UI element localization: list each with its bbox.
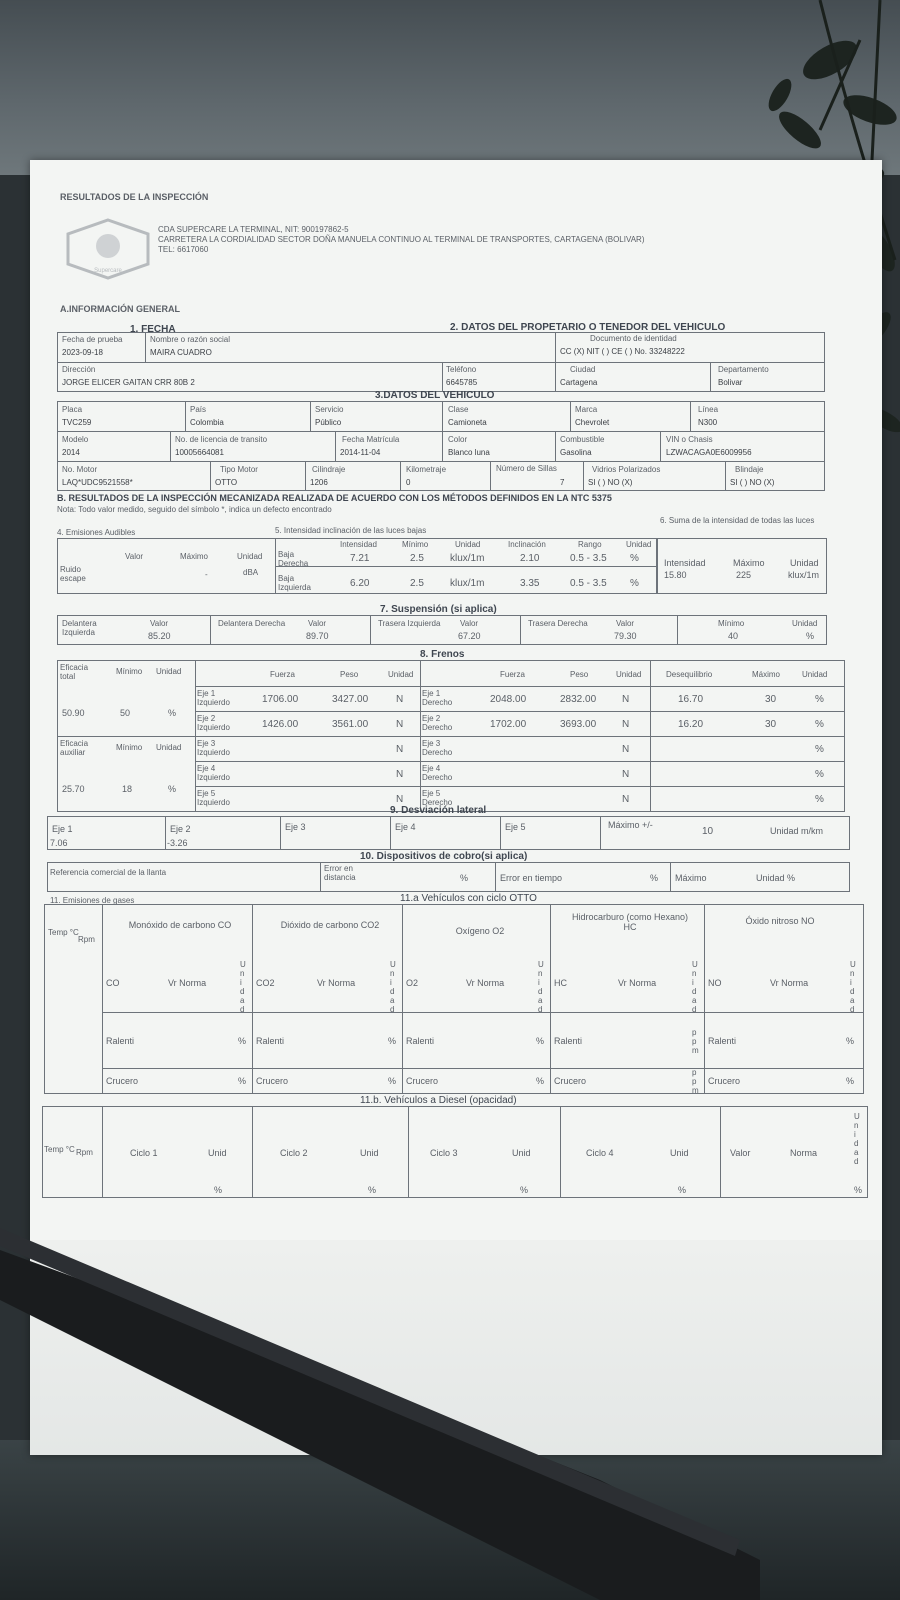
ciclo2-pct: %: [368, 1185, 377, 1195]
documento-label: Documento de identidad: [590, 334, 677, 343]
o2-ralenti-unit: %: [536, 1036, 545, 1046]
cobro-error-dist-pct: %: [460, 873, 469, 883]
luces-row2-unidad: klux/1m: [450, 578, 485, 589]
fecha-value: 2023-09-18: [62, 348, 103, 357]
eje3-izq-label: Eje 3 Izquierdo: [197, 739, 230, 757]
hc-title: Hidrocarburo (como Hexano) HC: [571, 912, 689, 932]
departamento-value: Bolivar: [718, 378, 743, 387]
frenos-unidad-izq-header: Unidad: [388, 670, 414, 679]
hc-ralenti-label: Ralenti: [554, 1036, 583, 1046]
suma-intensidad-value: 15.80: [664, 570, 687, 580]
eje2-fuerza-izq: 1426.00: [262, 719, 299, 730]
o2-unidad-vertical: Unidad: [538, 960, 544, 1014]
no-unidad-vertical: Unidad: [850, 960, 856, 1014]
frenos-maximo-header: Máximo: [752, 670, 781, 679]
ciclo4-pct: %: [678, 1185, 687, 1195]
luces-row1-unidad2: %: [630, 553, 639, 564]
susp-tras-izq-label: Trasera Izquierda: [378, 619, 441, 628]
vehiculo-table: [57, 401, 825, 491]
pais-value: Colombia: [190, 418, 224, 427]
co2-crucero-unit: %: [388, 1076, 397, 1086]
documento-value: CC (X) NIT ( ) CE ( ) No. 33248222: [560, 347, 685, 356]
frenos-fuerza-der-header: Fuerza: [500, 670, 525, 679]
co-crucero-label: Crucero: [106, 1076, 139, 1086]
luces-col-intensidad: Intensidad: [340, 540, 377, 549]
o2-vr-norma: Vr Norma: [466, 978, 505, 988]
section-b-note: Nota: Todo valor medido, seguido del símbolo *, indica un defecto encontrado: [57, 505, 332, 514]
co2-title: Dióxido de carbono CO2: [280, 920, 380, 930]
ef-total-minimo-value: 50: [120, 708, 131, 718]
hc-ralenti-unit: ppm: [692, 1028, 699, 1055]
eje2-unidad: %: [815, 719, 824, 730]
eje3-unidad: %: [815, 744, 824, 755]
frenos-fuerza-izq-header: Fuerza: [270, 670, 295, 679]
nombre-label: Nombre o razón social: [150, 335, 231, 344]
ciclo3-pct: %: [520, 1185, 529, 1195]
co-title: Monóxido de carbono CO: [128, 920, 232, 930]
ciclo1-label: Ciclo 1: [130, 1148, 158, 1158]
ciclo4-label: Ciclo 4: [586, 1148, 614, 1158]
diesel-valor-label: Valor: [730, 1148, 751, 1158]
eje2-fuerza-der: 1702.00: [490, 719, 527, 730]
co2-label: CO2: [256, 978, 275, 988]
eje5-der-label: Eje 5 Derecho: [422, 789, 453, 807]
desv-eje5-label: Eje 5: [505, 822, 526, 832]
combustible-label: Combustible: [560, 435, 605, 444]
luces-row2-label: Baja Izquierda: [278, 574, 311, 592]
color-value: Blanco luna: [448, 448, 490, 457]
luces-col-unidad2: Unidad: [626, 540, 652, 549]
no-vr-norma: Vr Norma: [770, 978, 809, 988]
motor-value: LAQ*UDC9521558*: [62, 478, 133, 487]
cda-logo-icon: [60, 218, 156, 280]
luces-col-unidad: Unidad: [455, 540, 481, 549]
ef-total-minimo-label: Mínimo: [116, 667, 143, 676]
frenos-title: 8. Frenos: [420, 649, 465, 660]
cda-name-line: CDA SUPERCARE LA TERMINAL, NIT: 900197862-5: [158, 225, 349, 234]
no-title: Óxido nitroso NO: [745, 916, 815, 926]
eje1-fuerza-der: 2048.00: [490, 694, 527, 705]
clase-label: Clase: [448, 405, 469, 414]
luces-row2-unidad2: %: [630, 578, 639, 589]
eje1-unidad: %: [815, 694, 824, 705]
hc-vr-norma: Vr Norma: [618, 978, 657, 988]
no-ralenti-unit: %: [846, 1036, 855, 1046]
o2-crucero-unit: %: [536, 1076, 545, 1086]
cobro-error-tiempo-pct: %: [650, 873, 659, 883]
ruido-maximo-value: -: [205, 570, 208, 579]
ef-total-unidad-label: Unidad: [156, 667, 182, 676]
eje1-peso-izq: 3427.00: [332, 694, 369, 705]
desv-eje3-label: Eje 3: [285, 822, 306, 832]
luces-col-inclinacion: Inclinación: [508, 540, 546, 549]
clase-value: Camioneta: [448, 418, 487, 427]
cda-phone-line: TEL: 6617060: [158, 245, 209, 254]
section-b-title: B. RESULTADOS DE LA INSPECCIÓN MECANIZADA REALIZADA DE ACUERDO CON LOS MÉTODOS DEFINIDOS EN LA NTC 5375: [57, 493, 612, 503]
luces-row1-label: Baja Derecha: [278, 550, 309, 568]
cobro-ref-label: Referencia comercial de la llanta: [50, 868, 167, 877]
o2-label: O2: [406, 978, 419, 988]
eje1-der-label: Eje 1 Derecho: [422, 689, 453, 707]
sillas-value: 7: [560, 478, 565, 487]
susp-unidad-label: Unidad: [792, 619, 818, 628]
linea-label: Línea: [698, 405, 719, 414]
eje1-izq-label: Eje 1 Izquierdo: [197, 689, 230, 707]
eje1-peso-der: 2832.00: [560, 694, 597, 705]
ciclo2-label: Ciclo 2: [280, 1148, 308, 1158]
ef-aux-unidad-label: Unidad: [156, 743, 182, 752]
kilometraje-value: 0: [406, 478, 411, 487]
ciclo1-pct: %: [214, 1185, 223, 1195]
eje1-fuerza-izq: 1706.00: [262, 694, 299, 705]
ef-aux-minimo-value: 18: [122, 784, 133, 794]
no-crucero-unit: %: [846, 1076, 855, 1086]
diesel-rpm-label: Rpm: [76, 1148, 93, 1157]
ruido-valor-header: Valor: [125, 552, 144, 561]
hc-crucero-label: Crucero: [554, 1076, 587, 1086]
o2-crucero-label: Crucero: [406, 1076, 439, 1086]
diesel-unidad-pct: %: [854, 1185, 863, 1195]
susp-del-izq-valor-label: Valor: [150, 619, 169, 628]
eje5-unidad-izq: N: [396, 794, 404, 805]
ef-total-unidad-value: %: [168, 708, 177, 718]
co-unidad-vertical: Unidad: [240, 960, 246, 1014]
susp-tras-der-label: Trasera Derecha: [528, 619, 588, 628]
eje3-unidad-izq: N: [396, 744, 404, 755]
tipo-motor-label: Tipo Motor: [220, 465, 258, 474]
eje3-unidad-der: N: [622, 744, 630, 755]
cobro-title: 10. Dispositivos de cobro(si aplica): [360, 851, 528, 862]
ciclo2-unid: Unid: [360, 1148, 379, 1158]
pais-label: País: [190, 405, 207, 414]
matricula-value: 2014-11-04: [340, 448, 381, 457]
eje1-unidad-izq: N: [396, 694, 404, 705]
co2-vr-norma: Vr Norma: [317, 978, 356, 988]
luces-row2-minimo: 2.5: [410, 578, 424, 589]
fecha-section-title: 1. FECHA: [130, 324, 176, 335]
co-ralenti-unit: %: [238, 1036, 247, 1046]
ruido-unidad-value: dBA: [243, 568, 259, 577]
motor-label: No. Motor: [62, 465, 98, 474]
luces-row1-rango: 0.5 - 3.5: [570, 553, 607, 564]
susp-minimo-label: Mínimo: [718, 619, 745, 628]
susp-tras-der-valor-label: Valor: [616, 619, 635, 628]
paper-fold-shadow: [30, 1240, 882, 1455]
blindaje-value: SI ( ) NO (X): [730, 478, 775, 487]
susp-del-der-label: Delantera Derecha: [218, 619, 286, 628]
luces-row1-unidad: klux/1m: [450, 553, 485, 564]
direccion-label: Dirección: [62, 365, 96, 374]
susp-tras-izq-value: 67.20: [458, 631, 481, 641]
susp-unidad-value: %: [806, 631, 815, 641]
co2-unidad-vertical: Unidad: [390, 960, 396, 1014]
hc-unidad-vertical: Unidad: [692, 960, 698, 1014]
co2-ralenti-unit: %: [388, 1036, 397, 1046]
no-crucero-label: Crucero: [708, 1076, 741, 1086]
gases-title: 11. Emisiones de gases: [50, 896, 135, 905]
frenos-peso-izq-header: Peso: [340, 670, 359, 679]
ef-aux-minimo-label: Mínimo: [116, 743, 143, 752]
cobro-unidad-label: Unidad %: [756, 873, 796, 883]
luces-row2-inclinacion: 3.35: [520, 578, 540, 589]
linea-value: N300: [698, 418, 718, 427]
cilindraje-label: Cilindraje: [312, 465, 346, 474]
diesel-norma-label: Norma: [790, 1148, 818, 1158]
blindaje-label: Blindaje: [735, 465, 764, 474]
modelo-label: Modelo: [62, 435, 89, 444]
document-title: RESULTADOS DE LA INSPECCIÓN: [60, 192, 209, 202]
eje2-izq-label: Eje 2 Izquierdo: [197, 714, 230, 732]
otto-title: 11.a Vehículos con ciclo OTTO: [400, 893, 537, 904]
eje4-der-label: Eje 4 Derecho: [422, 764, 453, 782]
desv-eje4-label: Eje 4: [395, 822, 416, 832]
eje2-unidad-der: N: [622, 719, 630, 730]
nombre-value: MAIRA CUADRO: [150, 348, 212, 357]
eje2-der-label: Eje 2 Derecho: [422, 714, 453, 732]
ciclo1-unid: Unid: [208, 1148, 227, 1158]
vin-value: LZWACAGA0E6009956: [666, 448, 752, 457]
suma-unidad-value: klux/1m: [788, 570, 820, 580]
fecha-label: Fecha de prueba: [62, 335, 123, 344]
eje2-unidad-izq: N: [396, 719, 404, 730]
eje5-unidad: %: [815, 794, 824, 805]
hc-label: HC: [554, 978, 567, 988]
vehiculo-section-title: 3.DATOS DEL VEHICULO: [375, 390, 495, 401]
luces-row1-inclinacion: 2.10: [520, 553, 540, 564]
ef-aux-unidad-value: %: [168, 784, 177, 794]
ef-aux-label: Eficacia auxiliar: [60, 739, 89, 757]
co-label: CO: [106, 978, 120, 988]
cilindraje-value: 1206: [310, 478, 328, 487]
matricula-label: Fecha Matrícula: [342, 435, 400, 444]
suma-unidad-label: Unidad: [790, 558, 819, 568]
combustible-value: Gasolina: [560, 448, 592, 457]
susp-del-izq-value: 85.20: [148, 631, 171, 641]
co-vr-norma: Vr Norma: [168, 978, 207, 988]
marca-value: Chevrolet: [575, 418, 610, 427]
eje1-unidad-der: N: [622, 694, 630, 705]
sillas-label: Número de Sillas: [496, 464, 557, 473]
desviacion-title: 9. Desviación lateral: [390, 805, 487, 816]
suma-intensidad-label: Intensidad: [664, 558, 706, 568]
ciclo3-label: Ciclo 3: [430, 1148, 458, 1158]
ruido-maximo-header: Máximo: [180, 552, 209, 561]
susp-del-der-valor-label: Valor: [308, 619, 327, 628]
marca-label: Marca: [575, 405, 598, 414]
co-crucero-unit: %: [238, 1076, 247, 1086]
no-label: NO: [708, 978, 722, 988]
suspension-table: [57, 615, 827, 645]
eje2-peso-izq: 3561.00: [332, 719, 369, 730]
desv-eje1-value: 7.06: [50, 838, 68, 848]
eje2-peso-der: 3693.00: [560, 719, 597, 730]
placa-value: TVC259: [62, 418, 92, 427]
desv-eje2-label: Eje 2: [170, 824, 191, 834]
cobro-table: [47, 862, 850, 892]
o2-ralenti-label: Ralenti: [406, 1036, 435, 1046]
no-ralenti-label: Ralenti: [708, 1036, 737, 1046]
eje3-der-label: Eje 3 Derecho: [422, 739, 453, 757]
telefono-label: Teléfono: [446, 365, 477, 374]
luces-col-rango: Rango: [578, 540, 602, 549]
ciudad-value: Cartagena: [560, 378, 598, 387]
luces-row2-rango: 0.5 - 3.5: [570, 578, 607, 589]
susp-del-izq-label: Delantera Izquierda: [62, 619, 97, 637]
modelo-value: 2014: [62, 448, 80, 457]
vin-label: VIN o Chasis: [666, 435, 713, 444]
servicio-value: Público: [315, 418, 342, 427]
eje4-unidad: %: [815, 769, 824, 780]
eje1-desequilibrio: 16.70: [678, 694, 704, 705]
cda-address-line: CARRETERA LA CORDIALIDAD SECTOR DOÑA MANUELA CONTINUO AL TERMINAL DE TRANSPORTES, CARTAGENA (BOLIVAR): [158, 235, 645, 244]
luces-row2-intensidad: 6.20: [350, 578, 370, 589]
background-dashboard: [0, 1440, 900, 1600]
desv-maximo-label: Máximo +/-: [608, 820, 653, 830]
suma-luces-title: 6. Suma de la intensidad de todas las luces: [660, 516, 815, 525]
eje4-unidad-der: N: [622, 769, 630, 780]
frenos-desequilibrio-header: Desequilibrio: [666, 670, 713, 679]
vidrios-label: Vidrios Polarizados: [592, 465, 661, 474]
luces-col-minimo: Mínimo: [402, 540, 429, 549]
kilometraje-label: Kilometraje: [406, 465, 447, 474]
ciudad-label: Ciudad: [570, 365, 596, 374]
suma-maximo-value: 225: [736, 570, 752, 580]
susp-tras-der-value: 79.30: [614, 631, 637, 641]
eje4-izq-label: Eje 4 Izquierdo: [197, 764, 230, 782]
ef-total-label: Eficacia total: [60, 663, 89, 681]
otto-temp-label: Temp °C: [48, 928, 79, 937]
departamento-label: Departamento: [718, 365, 769, 374]
vidrios-value: SI ( ) NO (X): [588, 478, 633, 487]
diesel-temp-label: Temp °C: [44, 1145, 75, 1154]
hc-crucero-unit: ppm: [692, 1068, 699, 1095]
ruido-unidad-header: Unidad: [237, 552, 263, 561]
placa-label: Placa: [62, 405, 83, 414]
co-ralenti-label: Ralenti: [106, 1036, 135, 1046]
eje5-izq-label: Eje 5 Izquierdo: [197, 789, 230, 807]
suma-maximo-label: Máximo: [733, 558, 765, 568]
svg-text:Supercare: Supercare: [94, 268, 122, 274]
ciclo4-unid: Unid: [670, 1148, 689, 1158]
section-a-title: A.INFORMACIÓN GENERAL: [60, 304, 180, 314]
eje2-maximo: 30: [765, 719, 777, 730]
frenos-unidad-der-header: Unidad: [616, 670, 642, 679]
ruido-escape-label: Ruido escape: [60, 565, 86, 583]
eje5-unidad-der: N: [622, 794, 630, 805]
diesel-unidad-vertical: Unidad: [854, 1112, 860, 1166]
susp-minimo-value: 40: [728, 631, 739, 641]
eje4-unidad-izq: N: [396, 769, 404, 780]
color-label: Color: [448, 435, 468, 444]
tipo-motor-value: OTTO: [215, 478, 238, 487]
desv-maximo-value: 10: [702, 826, 714, 837]
cobro-maximo-label: Máximo: [675, 873, 707, 883]
cobro-error-tiempo-label: Error en tiempo: [500, 873, 563, 883]
desv-eje2-value: -3.26: [167, 838, 188, 848]
direccion-value: JORGE ELICER GAITAN CRR 80B 2: [62, 378, 195, 387]
co2-ralenti-label: Ralenti: [256, 1036, 285, 1046]
luces-row1-intensidad: 7.21: [350, 553, 370, 564]
licencia-value: 10005664081: [175, 448, 224, 457]
o2-title: Oxígeno O2: [455, 926, 505, 936]
desv-eje1-label: Eje 1: [52, 824, 73, 834]
emisiones-audibles-title: 4. Emisiones Audibles: [57, 528, 136, 537]
frenos-peso-der-header: Peso: [570, 670, 589, 679]
eje2-desequilibrio: 16.20: [678, 719, 704, 730]
servicio-label: Servicio: [315, 405, 344, 414]
ef-aux-value: 25.70: [62, 784, 85, 794]
inspection-document: [30, 160, 882, 1455]
frenos-unidad-header: Unidad: [802, 670, 828, 679]
eje1-maximo: 30: [765, 694, 777, 705]
ef-total-value: 50.90: [62, 708, 85, 718]
desv-unidad-label: Unidad m/km: [770, 826, 824, 836]
propietario-section-title: 2. DATOS DEL PROPETARIO O TENEDOR DEL VEHICULO: [450, 322, 726, 333]
licencia-label: No. de licencia de transito: [175, 435, 268, 444]
luces-title: 5. Intensidad inclinación de las luces bajas: [275, 526, 427, 535]
telefono-value: 6645785: [446, 378, 478, 387]
luces-row1-minimo: 2.5: [410, 553, 424, 564]
suspension-title: 7. Suspensión (si aplica): [380, 604, 497, 615]
diesel-title: 11.b. Vehículos a Diesel (opacidad): [360, 1095, 517, 1106]
susp-tras-izq-valor-label: Valor: [460, 619, 479, 628]
co2-crucero-label: Crucero: [256, 1076, 289, 1086]
otto-rpm-label: Rpm: [78, 935, 95, 944]
ciclo3-unid: Unid: [512, 1148, 531, 1158]
susp-del-der-value: 89.70: [306, 631, 329, 641]
cobro-error-dist-label: Error en distancia: [324, 864, 356, 882]
